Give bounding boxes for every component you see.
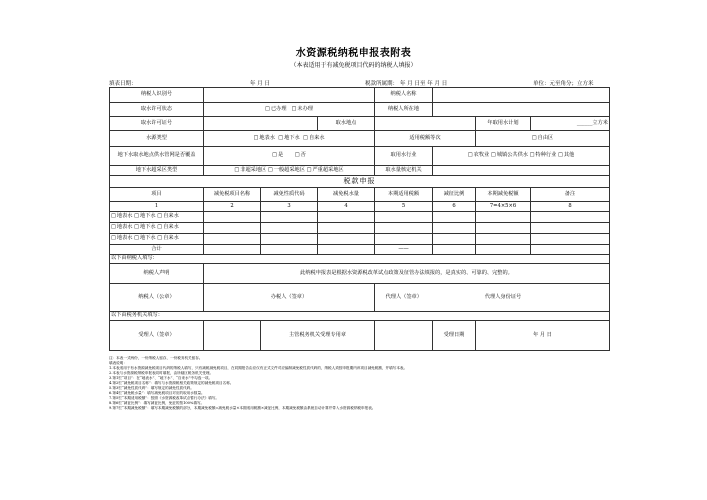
cell-input[interactable] <box>375 234 433 245</box>
note-line: 3.第1栏“项目”：在“地表水”、“地下水”、“自来水”中勾选一项。 <box>109 376 213 381</box>
source-type-label: 水源类型 <box>110 131 204 147</box>
authority-field[interactable] <box>433 166 610 176</box>
item-options <box>110 212 204 223</box>
yes-checkbox[interactable]: □ 是 <box>272 152 283 158</box>
receiver-label: 受理人（签章） <box>110 321 204 351</box>
general-over-checkbox[interactable]: □ 一般超采地区 <box>268 167 305 173</box>
cell-input[interactable] <box>204 234 261 245</box>
cell-input[interactable] <box>261 234 318 245</box>
agent-id-field[interactable] <box>531 284 610 312</box>
col-header-exempt-volume: 减免税水量 <box>318 188 375 202</box>
cell-input[interactable] <box>531 223 610 234</box>
table-row <box>110 234 610 245</box>
taxpayer-seal-field[interactable] <box>204 284 261 312</box>
period-value: 年 月 日至 年 月 日 <box>400 81 448 87</box>
cell-input[interactable] <box>318 212 375 223</box>
industry-label: 取用水行业 <box>375 147 433 166</box>
cell-input[interactable] <box>318 234 375 245</box>
taxpayer-id-label: 纳税人识别号 <box>110 88 204 103</box>
note-line: 填表说明： <box>109 361 127 366</box>
tax-grade-options <box>476 131 610 147</box>
permit-status-options <box>204 103 375 117</box>
receive-date-label: 受理日期 <box>433 321 476 351</box>
col-number: 1 <box>110 202 204 212</box>
non-over-checkbox[interactable]: □ 非超采地区 <box>234 167 266 173</box>
total-dashes: —— <box>375 245 433 255</box>
intake-location-field[interactable] <box>375 117 476 131</box>
row-tap-checkbox[interactable]: □ 自来水 <box>157 224 178 230</box>
instructions <box>109 356 609 411</box>
taxpayer-location-label: 纳税人所在地 <box>375 103 433 117</box>
col-number: 2 <box>204 202 261 212</box>
total-amount-field[interactable] <box>476 245 531 255</box>
urban-supply-checkbox[interactable]: □ 城镇公共供水 <box>491 152 528 158</box>
permit-no-label: 取水许可证号 <box>110 117 204 131</box>
receiver-field[interactable] <box>204 321 261 351</box>
note-line: 6.第4栏“减免税水量”：填写减免税项目对应的取用水数量。 <box>109 391 205 396</box>
tap-water-checkbox[interactable]: □ 自来水 <box>303 135 324 141</box>
col-header-reduction-ratio: 减征比例 <box>433 188 476 202</box>
note-line: 2.本表与水资源税纳税申报表同时填报，由所辖区税务机关受理。 <box>109 371 214 376</box>
row-surface-checkbox[interactable]: □ 地表水 <box>111 224 132 230</box>
col-number: 3 <box>261 202 318 212</box>
row-surface-checkbox[interactable]: □ 地表水 <box>111 235 132 241</box>
processed-checkbox[interactable]: □ 已办理 <box>265 106 286 112</box>
cell-input[interactable] <box>261 223 318 234</box>
row-tap-checkbox[interactable]: □ 自来水 <box>157 235 178 241</box>
form-title: 水资源税纳税申报表附表 <box>295 48 412 59</box>
cell-input[interactable] <box>433 234 476 245</box>
cell-input[interactable] <box>318 223 375 234</box>
handler-label: 办税人（签章） <box>261 284 318 312</box>
cell-input <box>433 245 476 255</box>
note-line: 7.第5栏“本期适用税额”：按照《水资源税改革试点暂行办法》填写。 <box>109 396 220 401</box>
cell-input[interactable] <box>204 223 261 234</box>
col-header-item: 项目 <box>110 188 204 202</box>
annual-permit-field[interactable]: ______立方米 <box>531 117 610 131</box>
cell-input[interactable] <box>531 234 610 245</box>
row-ground-checkbox[interactable]: □ 地下水 <box>134 224 155 230</box>
source-type-options <box>204 131 375 147</box>
cell-input <box>204 245 261 255</box>
col-header-nature-code: 减免性质代码 <box>261 188 318 202</box>
industry-options <box>433 147 610 166</box>
tax-office-section-title: 以下由税务机关填写： <box>110 312 610 321</box>
col-header-exempt-amount: 本期减免税额 <box>476 188 531 202</box>
special-industry-checkbox[interactable]: □ 特种行业 <box>530 152 557 158</box>
item-options <box>110 223 204 234</box>
col-number: 6 <box>433 202 476 212</box>
cell-input[interactable] <box>433 212 476 223</box>
taxpayer-location-field[interactable] <box>433 103 610 117</box>
cell-input[interactable] <box>204 212 261 223</box>
authority-seal-field[interactable] <box>375 321 433 351</box>
no-checkbox[interactable]: □ 否 <box>295 152 306 158</box>
table-row <box>110 212 610 223</box>
row-ground-checkbox[interactable]: □ 地下水 <box>134 213 155 219</box>
cell-input[interactable] <box>476 223 531 234</box>
public-pipe-label: 地下水取水地点供水管网是否覆盖 <box>110 147 204 166</box>
fill-date-label: 填表日期： <box>109 81 137 87</box>
col-header-project-name: 减免税项目名称 <box>204 188 261 202</box>
fill-date-value: 年 月 日 <box>250 81 270 87</box>
handler-field[interactable] <box>318 284 375 312</box>
form-subtitle: （本表适用于有减免税项目代码的纳税人填报） <box>290 62 417 69</box>
overexploit-options <box>204 166 375 176</box>
note-line: 9.第7栏“本期减免税额”：填写本期减免税额的部分，本期减免税额=减免税水量×本期适用税额×减征比例，本期减免税额由系统自动计算并带入水资源税纳税申报表。 <box>109 406 376 411</box>
note-line: 8.第6栏“减征比例”：填写减征比例，免征的按100%填写。 <box>109 401 205 406</box>
col-number: 7=4×5×6 <box>476 202 531 212</box>
col-number: 8 <box>531 202 610 212</box>
note-line: 4.第2栏“减免税项目名称”：填写与水资源税相关政策规定的减免税项目名称。 <box>109 381 234 386</box>
col-number: 5 <box>375 202 433 212</box>
row-ground-checkbox[interactable]: □ 地下水 <box>134 235 155 241</box>
cell-input[interactable] <box>261 212 318 223</box>
taxpayer-id-field[interactable] <box>204 88 375 103</box>
taxpayer-seal-label: 纳税人（公章） <box>110 284 204 312</box>
authority-label: 取水量核定机关 <box>375 166 433 176</box>
cell-input <box>531 245 610 255</box>
ground-water-checkbox[interactable]: □ 地下水 <box>278 135 299 141</box>
col-header-tax-rate: 本期适用税额 <box>375 188 433 202</box>
taxpayer-section-title: 以下由纳税人填写： <box>110 255 610 264</box>
section-title: 税款申报 <box>110 176 610 188</box>
col-header-remarks: 备注 <box>531 188 610 202</box>
receive-date-value[interactable]: 年 月 日 <box>476 321 610 351</box>
table-row <box>110 223 610 234</box>
item-options <box>110 234 204 245</box>
cell-input[interactable] <box>375 223 433 234</box>
cell-input[interactable] <box>531 212 610 223</box>
public-pipe-options <box>204 147 375 166</box>
permit-status-label: 取水许可状态 <box>110 103 204 117</box>
row-surface-checkbox[interactable]: □ 地表水 <box>111 213 132 219</box>
overexploit-label: 地下水超采区类型 <box>110 166 204 176</box>
agent-field[interactable] <box>433 284 476 312</box>
cell-input[interactable] <box>433 223 476 234</box>
free-zone-checkbox[interactable]: □ 自由区 <box>532 135 553 141</box>
permit-no-field[interactable] <box>204 117 318 131</box>
agent-id-label: 代理人身份证号 <box>476 284 531 312</box>
tax-grade-label: 适用税额等次 <box>375 131 476 147</box>
period-label: 税款所属期： <box>365 81 399 87</box>
surface-water-checkbox[interactable]: □ 地表水 <box>253 135 274 141</box>
declaration-form-table <box>109 87 610 351</box>
note-line: 注：本表一式两份，一份纳税人留存，一份税务机关留存。 <box>109 356 203 360</box>
row-tap-checkbox[interactable]: □ 自来水 <box>157 213 178 219</box>
intake-location-label: 取水地点 <box>318 117 375 131</box>
other-industry-checkbox[interactable]: □ 其他 <box>558 152 574 158</box>
agriculture-checkbox[interactable]: □ 农牧业 <box>468 152 489 158</box>
annual-permit-label: 年取用水计划 <box>476 117 531 131</box>
statement-text: 此纳税申报表是根据水资源税改革试点政策及征管办法填报的，是真实的、可靠的、完整的。 <box>204 264 610 284</box>
cell-input[interactable] <box>476 212 531 223</box>
authority-seal-label: 主管税务机关受理专用章 <box>261 321 375 351</box>
col-number: 4 <box>318 202 375 212</box>
severe-over-checkbox[interactable]: □ 严重超采地区 <box>307 167 344 173</box>
cell-input[interactable] <box>476 234 531 245</box>
cell-input <box>261 245 318 255</box>
taxpayer-name-field[interactable] <box>433 88 610 103</box>
unit-label: 单位：元至角分；立方米 <box>533 81 594 87</box>
note-line: 1.本表适用于有水资源减免税项目代码的纳税人填写，只有减税减免税项目，在同期报告由应仅有正式文件对应编制减免税性质代码的，纳税人须按申报期内该项目减免税额，并填写本表。 <box>109 366 408 371</box>
not-processed-checkbox[interactable]: □ 未办理 <box>291 106 312 112</box>
cell-input <box>318 245 375 255</box>
statement-label: 纳税人声明 <box>110 264 204 284</box>
note-line: 5.第3栏“减免性质代码”：填写规定的减免性质代码。 <box>109 386 194 391</box>
annual-permit-unit: 立方米 <box>592 119 608 126</box>
taxpayer-name-label: 纳税人名称 <box>375 88 433 103</box>
agent-label: 代理人（签章） <box>375 284 433 312</box>
cell-input[interactable] <box>375 212 433 223</box>
total-label: 合计 <box>110 245 204 255</box>
